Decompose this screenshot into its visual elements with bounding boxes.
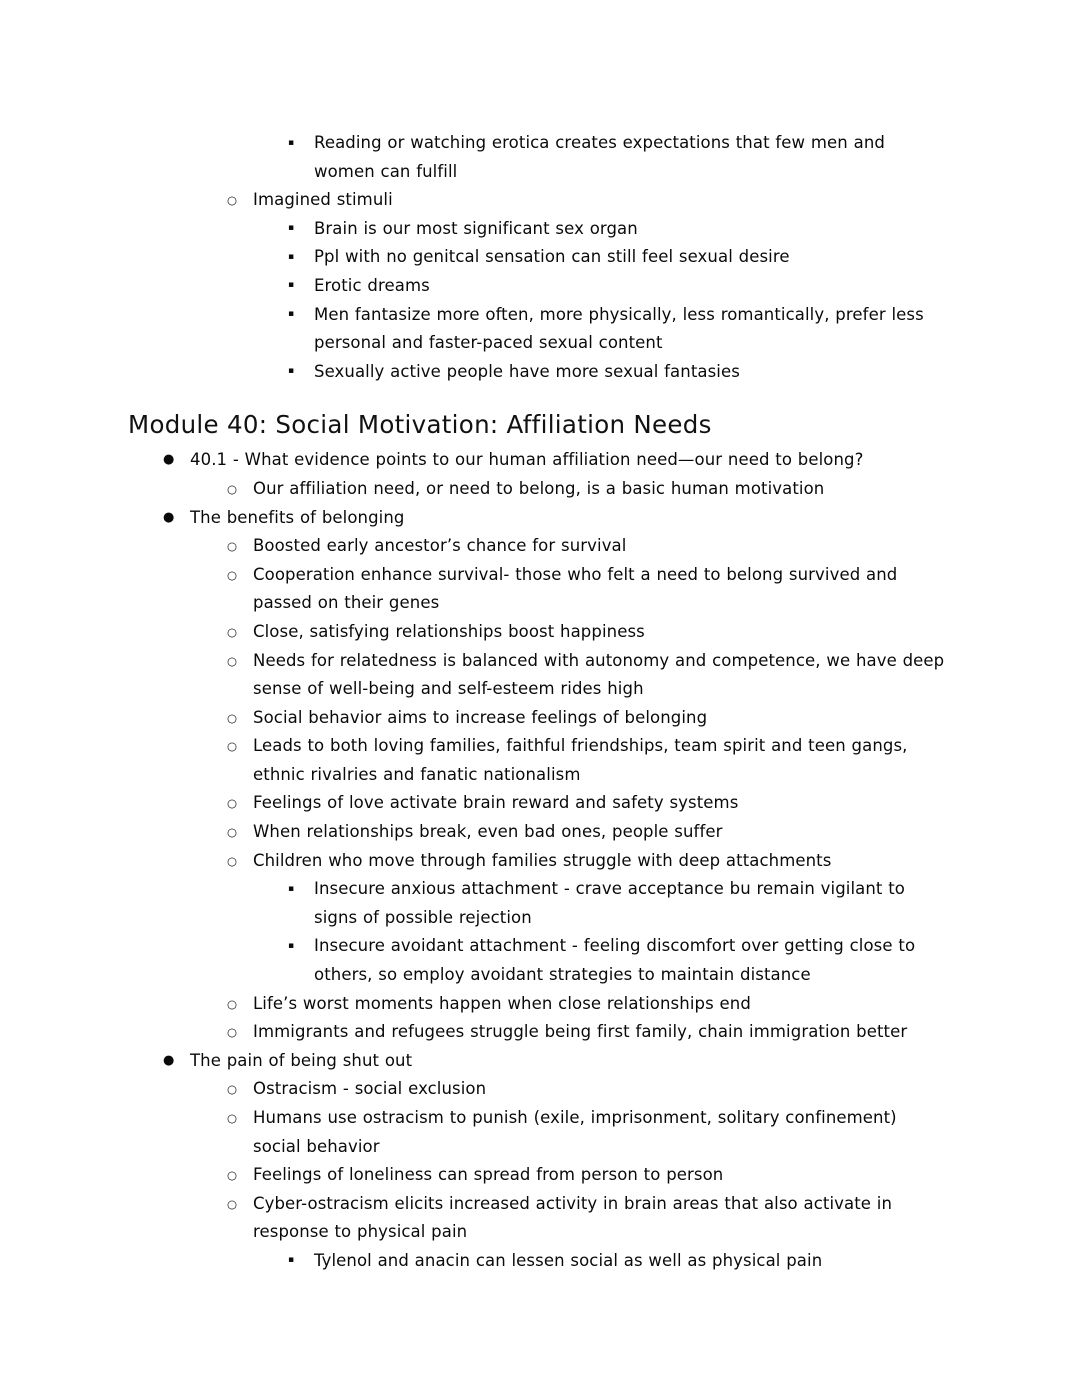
top-margin-spacer	[0, 0, 1080, 129]
bullet-text: Feelings of loneliness can spread from person to person	[253, 1165, 724, 1185]
bullet-text: Immigrants and refugees struggle being first family, chain immigration better	[253, 1022, 908, 1042]
bullet-item-level-2	[227, 789, 950, 818]
bullet-text: 40.1 - What evidence points to our human affiliation need—our need to belong?	[190, 450, 864, 470]
bullet-text: Cooperation enhance survival- those who felt a need to belong survived and passed on their genes	[253, 564, 898, 613]
bullet-item-level-3	[288, 215, 950, 244]
bullet-item-level-1	[163, 1047, 950, 1076]
bullet-text: Life’s worst moments happen when close relationships end	[253, 993, 751, 1013]
bullet-circle-icon: ○	[227, 1111, 238, 1125]
bullet-square-icon: ▪	[288, 137, 295, 148]
notes-outline	[0, 129, 1080, 1276]
bullet-item-level-1	[163, 504, 950, 533]
bullet-text: Ppl with no genitcal sensation can still feel sexual desire	[314, 247, 790, 267]
bullet-item-level-3	[288, 875, 950, 932]
bullet-item-level-2	[227, 561, 950, 618]
bullet-circle-icon: ○	[227, 653, 238, 668]
section-heading: Module 40: Social Motivation: Affiliation Needs	[128, 410, 712, 440]
bullet-item-level-2	[227, 186, 950, 215]
bullet-text: Social behavior aims to increase feelings of belonging	[253, 707, 708, 727]
bullet-circle-icon: ○	[227, 825, 238, 840]
bullet-text: Ostracism - social exclusion	[253, 1079, 487, 1099]
bullet-text: Boosted early ancestor’s chance for survival	[253, 536, 627, 556]
bullet-text: Imagined stimuli	[253, 190, 393, 210]
bullet-text: The pain of being shut out	[190, 1050, 413, 1070]
bullet-text: Close, satisfying relationships boost happiness	[253, 621, 645, 641]
bullet-item-level-3	[288, 932, 950, 989]
bullet-square-icon: ▪	[288, 883, 295, 894]
bullet-text: Feelings of love activate brain reward and safety systems	[253, 793, 739, 813]
bullet-text: Our affiliation need, or need to belong, is a basic human motivation	[253, 478, 825, 498]
bullet-item-level-2	[227, 818, 950, 847]
bullet-item-level-3	[288, 243, 950, 272]
bullet-item-level-2	[227, 847, 950, 876]
bullet-circle-icon: ○	[227, 1082, 238, 1097]
bullet-circle-icon: ○	[227, 796, 238, 811]
bullet-item-level-3	[288, 358, 950, 387]
bullet-item-level-2	[227, 1104, 950, 1161]
bullet-circle-icon: ○	[227, 193, 238, 208]
bullet-item-level-2	[227, 618, 950, 647]
bullet-item-level-2	[227, 1190, 950, 1247]
bullet-circle-icon: ○	[227, 710, 238, 725]
bullet-circle-icon: ○	[227, 996, 238, 1011]
bullet-square-icon: ▪	[288, 1255, 295, 1266]
bullet-circle-icon: ○	[227, 481, 238, 496]
bullet-text: Erotic dreams	[314, 275, 430, 295]
bullet-item-level-3	[288, 129, 950, 186]
bullet-item-level-2	[227, 732, 950, 789]
bullet-item-level-2	[227, 1018, 950, 1047]
bullet-circle-icon: ○	[227, 1025, 238, 1040]
bullet-text: Tylenol and anacin can lessen social as well as physical pain	[314, 1250, 823, 1270]
bullet-square-icon: ▪	[288, 366, 295, 377]
bullet-text: Sexually active people have more sexual fantasies	[314, 361, 740, 381]
heading-spacer-above	[0, 386, 1080, 408]
bullet-disc-icon: ●	[163, 1052, 175, 1068]
bullet-item-level-2	[227, 1161, 950, 1190]
bullet-item-level-2	[227, 475, 950, 504]
bullet-text: Needs for relatedness is balanced with autonomy and competence, we have deep sense of well-being and self-esteem rides high	[253, 650, 945, 699]
bullet-text: The benefits of belonging	[190, 507, 405, 527]
bullet-circle-icon: ○	[227, 739, 238, 754]
bullet-circle-icon: ○	[227, 624, 238, 639]
bullet-circle-icon: ○	[227, 853, 238, 868]
bullet-disc-icon: ●	[163, 509, 175, 525]
bullet-disc-icon: ●	[163, 452, 175, 468]
bullet-square-icon: ▪	[288, 280, 295, 291]
bullet-square-icon: ▪	[288, 309, 295, 320]
bullet-item-level-3	[288, 301, 950, 358]
bullet-text: Insecure avoidant attachment - feeling discomfort over getting close to others, so employ avoidant strategies to maintain distance	[314, 936, 916, 985]
bullet-text: Cyber-ostracism elicits increased activity in brain areas that also activate in response to physical pain	[253, 1193, 893, 1242]
bullet-item-level-2	[227, 704, 950, 733]
bullet-item-level-3	[288, 1247, 950, 1276]
bullet-circle-icon: ○	[227, 1168, 238, 1183]
bullet-square-icon: ▪	[288, 223, 295, 234]
bullet-text: Reading or watching erotica creates expectations that few men and women can fulfill	[314, 133, 885, 181]
bullet-square-icon: ▪	[288, 251, 295, 262]
bullet-item-level-1	[163, 446, 950, 475]
bullet-text: Men fantasize more often, more physically, less romantically, prefer less personal and faster-paced sexual content	[314, 304, 924, 353]
bullet-item-level-2	[227, 1075, 950, 1104]
bullet-circle-icon: ○	[227, 567, 238, 582]
bullet-text: Brain is our most significant sex organ	[314, 218, 638, 238]
bullet-text: Children who move through families struggle with deep attachments	[253, 850, 832, 870]
bullet-text: When relationships break, even bad ones, people suffer	[253, 822, 723, 842]
bullet-text: Leads to both loving families, faithful friendships, team spirit and teen gangs, ethnic rivalries and fanatic nationalism	[253, 736, 908, 784]
bullet-circle-icon: ○	[227, 1196, 238, 1211]
bullet-square-icon: ▪	[288, 940, 295, 951]
bullet-item-level-2	[227, 647, 950, 704]
bullet-item-level-2	[227, 532, 950, 561]
bullet-text: Humans use ostracism to punish (exile, imprisonment, solitary confinement) social behavior	[253, 1108, 897, 1156]
bullet-item-level-2	[227, 990, 950, 1019]
bullet-item-level-3	[288, 272, 950, 301]
bullet-circle-icon: ○	[227, 539, 238, 554]
bullet-text: Insecure anxious attachment - crave acceptance bu remain vigilant to signs of possible rejection	[314, 879, 905, 927]
